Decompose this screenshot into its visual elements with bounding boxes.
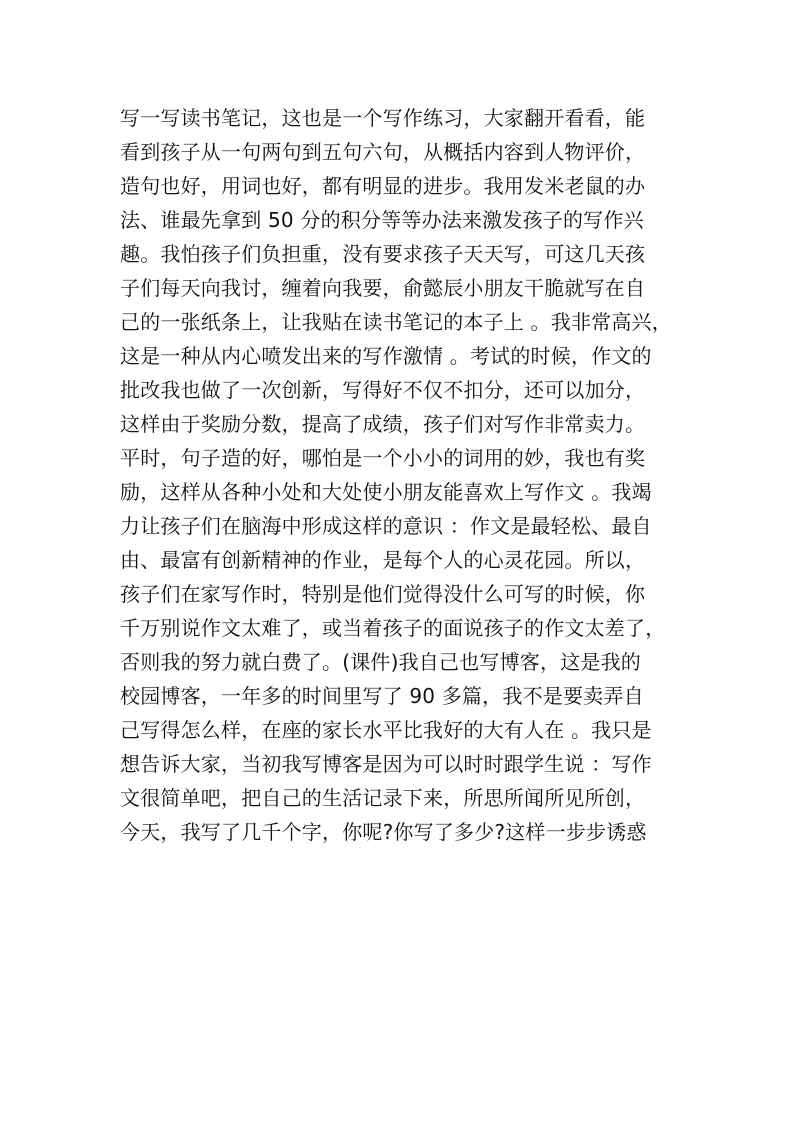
- text-line-16: 千万别说作文太难了，或当着孩子的面说孩子的作文太差了，: [120, 616, 666, 640]
- text-line-21: 文很简单吧，把自己的生活记录下来，所思所闻所见所创，: [120, 786, 646, 810]
- text-line-15: 孩子们在家写作时，特别是他们觉得没什么可写的时候，你: [120, 582, 646, 606]
- text-line-12: 励，这样从各种小处和大处使小朋友能喜欢上写作文 。我竭: [120, 480, 652, 504]
- text-line-18: 校园博客，一年多的时间里写了 90 多篇，我不是要卖弄自: [120, 684, 644, 708]
- text-line-5: 趣。我怕孩子们负担重，没有要求孩子天天写，可这几天孩: [120, 242, 646, 266]
- text-line-13: 力让孩子们在脑海中形成这样的意识 ：作文是最轻松、最自: [120, 514, 652, 538]
- text-line-22: 今天，我写了几千个字，你呢?你写了多少?这样一步步诱惑: [120, 820, 647, 844]
- text-line-14: 由、最富有创新精神的作业，是每个人的心灵花园。所以，: [120, 548, 646, 572]
- text-line-8: 这是一种从内心喷发出来的写作激情 。考试的时候，作文的: [120, 344, 652, 368]
- text-line-10: 这样由于奖励分数，提高了成绩，孩子们对写作非常卖力。: [120, 412, 646, 436]
- text-line-3: 造句也好，用词也好，都有明显的进步。我用发米老鼠的办: [120, 174, 646, 198]
- text-line-19: 己写得怎么样，在座的家长水平比我好的大有人在 。我只是: [120, 718, 652, 742]
- text-line-9: 批改我也做了一次创新，写得好不仅不扣分，还可以加分，: [120, 378, 646, 402]
- body-paragraph: [120, 101, 690, 849]
- text-line-7: 己的一张纸条上，让我贴在读书笔记的本子上 。我非常高兴，: [120, 310, 672, 334]
- text-line-1: 写一写读书笔记，这也是一个写作练习，大家翻开看看，能: [120, 106, 646, 130]
- text-line-20: 想告诉大家，当初我写博客是因为可以时时跟学生说 ：写作: [120, 752, 652, 776]
- text-line-6: 子们每天向我讨，缠着向我要，俞懿辰小朋友干脆就写在自: [120, 276, 646, 300]
- text-line-4: 法、谁最先拿到 50 分的积分等等办法来激发孩子的写作兴: [120, 208, 644, 232]
- text-line-11: 平时，句子造的好，哪怕是一个小小的词用的妙，我也有奖: [120, 446, 646, 470]
- text-line-17: 否则我的努力就白费了。(课件)我自己也写博客，这是我的: [120, 650, 642, 674]
- text-line-2: 看到孩子从一句两句到五句六句，从概括内容到人物评价，: [120, 140, 646, 164]
